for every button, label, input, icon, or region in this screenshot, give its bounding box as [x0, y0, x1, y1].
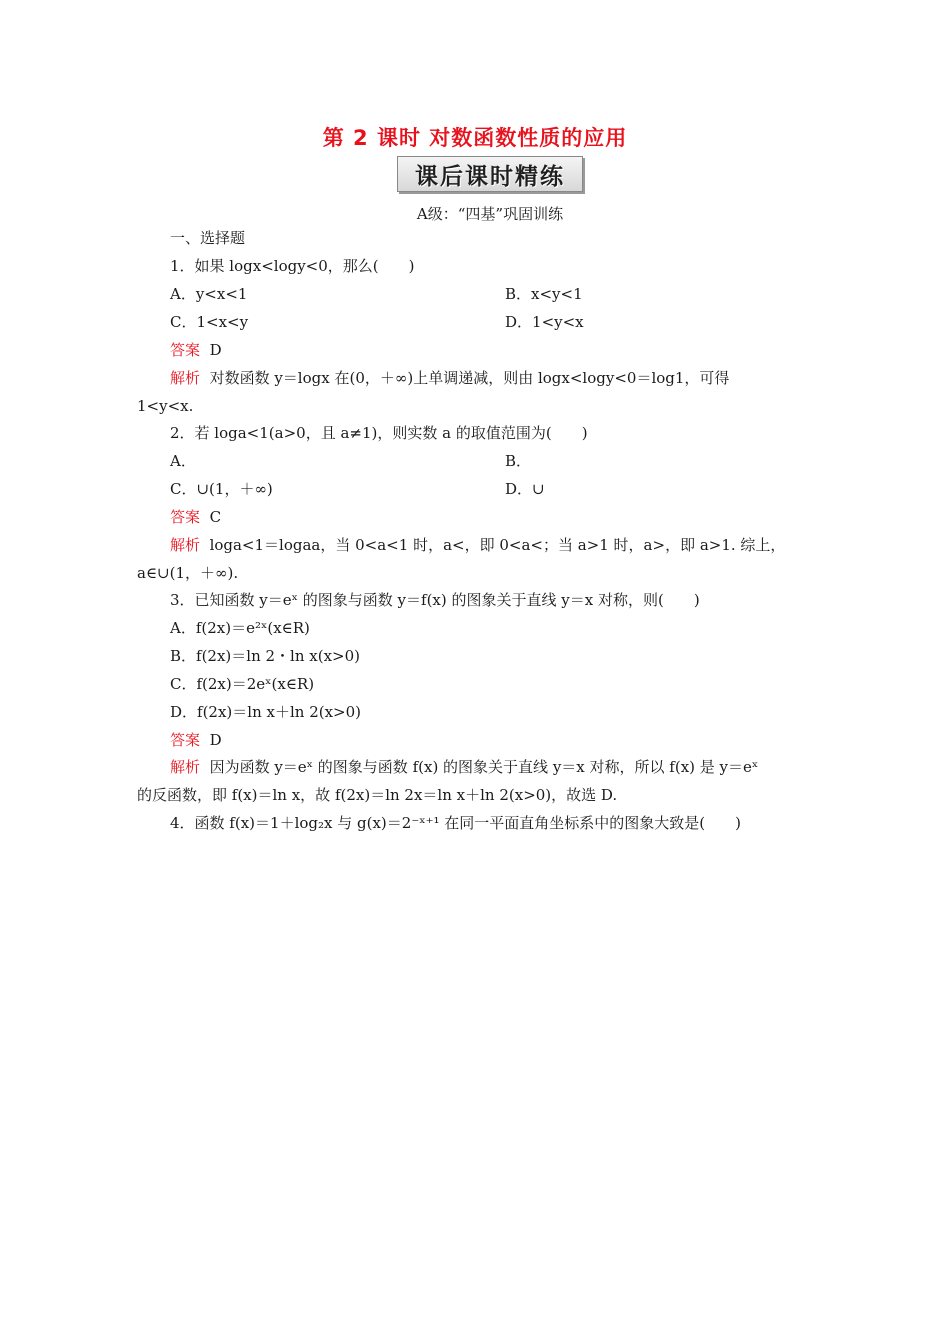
answer-label: 答案: [170, 341, 201, 359]
q2-option-c: C．∪(1，＋∞): [170, 480, 273, 498]
answer-value: D: [209, 341, 222, 359]
analysis-text: loga<1＝logaa，当 0<a<1 时，a<，即 0<a<；当 a>1 时，a>，即 a>1. 综上，: [209, 536, 786, 554]
q2-option-a: A．: [170, 452, 196, 470]
q1-option-a: A．y<x<1: [170, 285, 248, 303]
q1-option-b: B．x<y<1: [505, 285, 583, 303]
q3-analysis-line-2: 的反函数，即 f(x)＝ln x，故 f(2x)＝ln 2x＝ln x＋ln 2(x>0)，故选 D.: [137, 786, 618, 804]
answer-label: 答案: [170, 508, 201, 526]
analysis-text: 对数函数 y＝logx 在(0，＋∞)上单调递减，则由 logx<logy<0＝log1，可得: [209, 369, 730, 387]
q2-analysis-line-1: [170, 536, 785, 554]
answer-value: C: [209, 508, 222, 526]
q3-analysis-line-1: [170, 758, 758, 776]
section-banner: 课后课时精练: [397, 156, 583, 192]
q4-stem: 4．函数 f(x)＝1＋log₂x 与 g(x)＝2⁻ˣ⁺¹ 在同一平面直角坐标系中的图象大致是( ): [170, 814, 741, 832]
q2-stem: 2．若 loga<1(a>0，且 a≠1)，则实数 a 的取值范围为( ): [170, 424, 588, 442]
q3-stem: 3．已知函数 y＝eˣ 的图象与函数 y＝f(x) 的图象关于直线 y＝x 对称，则( ): [170, 591, 700, 609]
q2-analysis-line-2: a∈∪(1，＋∞).: [137, 564, 239, 582]
q3-option-d: D．f(2x)＝ln x＋ln 2(x>0): [170, 703, 362, 721]
section-heading: 一、选择题: [170, 229, 246, 247]
answer-label: 答案: [170, 731, 201, 749]
q1-answer: [170, 341, 222, 359]
analysis-label: 解析: [170, 536, 201, 554]
analysis-label: 解析: [170, 369, 201, 387]
q1-analysis-line-2: 1<y<x.: [137, 397, 194, 415]
q3-option-b: B．f(2x)＝ln 2・ln x(x>0): [170, 647, 361, 665]
q1-stem: 1．如果 logx<logy<0，那么( ): [170, 257, 415, 275]
q1-option-c: C．1<x<y: [170, 313, 249, 331]
q3-option-c: C．f(2x)＝2eˣ(x∈R): [170, 675, 315, 693]
analysis-label: 解析: [170, 758, 201, 776]
level-heading: A级：“四基”巩固训练: [416, 205, 564, 223]
q2-option-d: D．∪: [505, 480, 545, 498]
q3-answer: [170, 731, 222, 749]
q2-answer: [170, 508, 221, 526]
q2-option-b: B．: [505, 452, 532, 470]
q1-option-d: D．1<y<x: [505, 313, 584, 331]
q3-option-a: A．f(2x)＝e²ˣ(x∈R): [170, 619, 310, 637]
answer-value: D: [209, 731, 222, 749]
q1-analysis-line-1: [170, 369, 729, 387]
analysis-text: 因为函数 y＝eˣ 的图象与函数 f(x) 的图象关于直线 y＝x 对称，所以 f(x) 是 y＝eˣ: [209, 758, 759, 776]
page-title: 第 2 课时 对数函数性质的应用: [322, 126, 628, 150]
